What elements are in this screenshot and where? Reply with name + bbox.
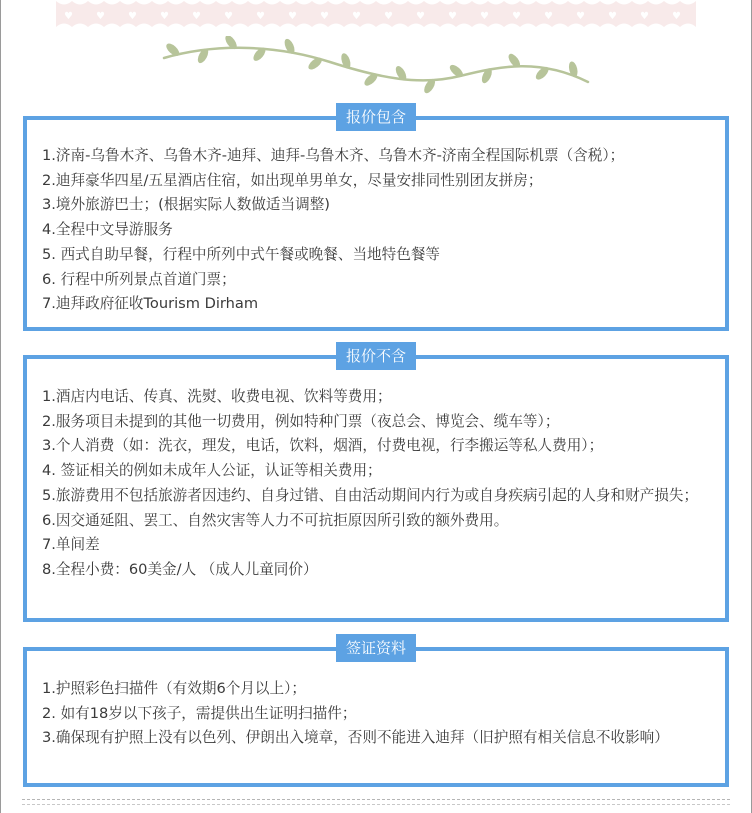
heart-icon: ♥ — [192, 11, 201, 22]
list-item: 5.旅游费用不包括旅游者因违约、自身过错、自由活动期间内行为或自身疾病引起的人身和财产损失； — [42, 486, 699, 504]
section-body — [27, 120, 725, 317]
heart-icon: ♥ — [544, 11, 553, 22]
heart-icon: ♥ — [672, 11, 681, 22]
list-item: 7.单间差 — [42, 536, 100, 554]
heart-icon: ♥ — [96, 11, 105, 22]
list-item: 2.服务项目未提到的其他一切费用，例如特种门票（夜总会、博览会、缆车等）； — [42, 412, 560, 430]
section-visa-documents — [23, 639, 729, 787]
heart-icon: ♥ — [224, 11, 233, 22]
heart-icon: ♥ — [416, 11, 425, 22]
vine-leaves-icon — [160, 36, 592, 94]
heart-icon: ♥ — [480, 11, 489, 22]
heart-icon: ♥ — [288, 11, 297, 22]
section-title: 报价不含 — [336, 342, 416, 370]
list-item: 4. 签证相关的例如未成年人公证，认证等相关费用； — [42, 462, 382, 480]
leaf-icon — [567, 61, 578, 78]
scallop-edge — [56, 24, 696, 28]
heart-scallop-banner — [56, 1, 696, 27]
heart-icon: ♥ — [64, 11, 73, 22]
section-title: 签证资料 — [336, 634, 416, 662]
list-item: 1.酒店内电话、传真、洗熨、收费电视、饮料等费用； — [42, 388, 392, 405]
heart-icon: ♥ — [512, 11, 521, 22]
scallop-edge — [56, 1, 696, 5]
heart-scallop-icon — [56, 1, 696, 27]
list-item: 7.迪拜政府征收Tourism Dirham — [42, 295, 259, 313]
bottom-divider — [22, 804, 730, 805]
heart-icon: ♥ — [576, 11, 585, 22]
heart-icon: ♥ — [320, 11, 329, 22]
list-item: 2.迪拜豪华四星/五星酒店住宿，如出现单男单女，尽量安排同性别团友拼房； — [42, 171, 543, 189]
section-price-includes — [23, 108, 729, 331]
section-price-excludes — [23, 347, 729, 622]
heart-icon: ♥ — [384, 11, 393, 22]
list-item: 3.个人消费（如：洗衣，理发，电话，饮料，烟酒，付费电视，行李搬运等私人费用）； — [42, 437, 604, 455]
heart-icon: ♥ — [160, 11, 169, 22]
list-item: 6. 行程中所列景点首道门票； — [42, 270, 236, 288]
section-body — [27, 359, 725, 583]
bottom-divider — [22, 799, 730, 800]
heart-icon: ♥ — [448, 11, 457, 22]
list-item: 8.全程小费：60美金/人 （成人儿童同价） — [42, 560, 318, 578]
page-left-border — [0, 0, 1, 813]
heart-icon: ♥ — [352, 11, 361, 22]
list-item: 3.确保现有护照上没有以色列、伊朗出入境章，否则不能进入迪拜（旧护照有相关信息不收影响） — [42, 729, 669, 747]
heart-icon: ♥ — [608, 11, 617, 22]
heart-icon: ♥ — [256, 11, 265, 22]
heart-icon: ♥ — [640, 11, 649, 22]
list-item: 1.护照彩色扫描件（有效期6个月以上）； — [42, 680, 307, 697]
list-item: 3.境外旅游巴士；(根据实际人数做适当调整) — [42, 196, 331, 214]
list-item: 6.因交通延阻、罢工、自然灾害等人力不可抗拒原因所引致的额外费用。 — [42, 511, 509, 529]
list-item: 5. 西式自助早餐，行程中所列中式午餐或晚餐、当地特色餐等 — [42, 245, 441, 263]
list-item: 1.济南-乌鲁木齐、乌鲁木齐-迪拜、迪拜-乌鲁木齐、乌鲁木齐-济南全程国际机票（含税）； — [42, 147, 625, 164]
list-item: 4.全程中文导游服务 — [42, 221, 173, 239]
heart-icon: ♥ — [128, 11, 137, 22]
section-body — [27, 651, 725, 751]
list-item: 2. 如有18岁以下孩子，需提供出生证明扫描件； — [42, 704, 357, 722]
section-title: 报价包含 — [336, 103, 416, 131]
